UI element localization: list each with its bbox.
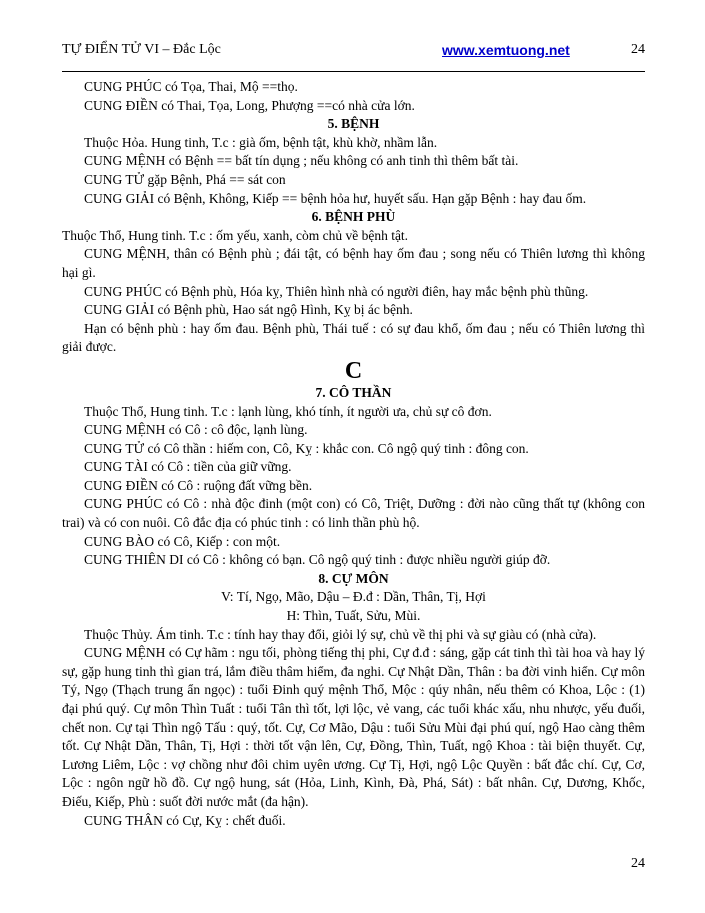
paragraph: Thuộc Thổ, Hung tinh. T.c : ốm yếu, xanh, còm chủ về bệnh tật. xyxy=(62,227,409,243)
paragraph: CUNG MỆNH có Cự hãm : ngu tối, phòng tiếng thị phi, Cự đ.đ : sáng, gặp cát tinh thì tài hoa và hay lý sự, gặp hung tinh thì gian trá, lắm điều thâm hiểm, đa nghi. Cự Nhật Dần, Thân : ba đời vinh hiển. Cự môn Tý, Ngọ (Thạch trung ẩn ngọc) : tuổi Đinh quý mệnh Thổ, Mộc : qúy nhân, nếu thêm có Khoa, Lộc : (1) đại phú quý. Cự môn Thìn Tuất : tuổi Tân thì tốt, lợi lộc, vẻ vang, các tuổi khác xấu, nhu nhược, yếu đuối, chết non. Cự tại Thìn ngộ Tấu : quý, tốt. Cự, Cơ Mão, Dậu : tuổi Sửu Mùi đại phú quí, ngộ Hao càng thêm tốt. Cự Nhật Dần, Thân, Tị, Hợi : thời tốt vận lên, Cự, Đồng, Thìn, Tuất, ngộ Khoa : tài biện thuyết. Cự, Lương Liêm, Lộc : vợ chồng như đôi chim uyên ương. Cự Tị, Hợi, ngộ Lộc Quyền : bất đắc chí. Cự, Cơ, Lộc : ngôn ngữ hồ đồ. Cự ngộ hung, sát (Hỏa, Linh, Kình, Đà, Phá, Sát) : bất nhân. Cự, Dương, Khốc, Điếu, Kiếp, Phù : suốt đời nước mắt (đa hận). xyxy=(62,645,645,809)
paragraph: CUNG THÂN có Cự, Kỵ : chết đuối. xyxy=(84,812,286,828)
header-rule xyxy=(62,71,645,72)
paragraph: Hạn có bệnh phù : hay ốm đau. Bệnh phù, Thái tuế : có sự đau khổ, ốm đau ; nếu có Thiên lương thì giải được. xyxy=(62,320,645,355)
paragraph: CUNG MỆNH, thân có Bệnh phù ; đái tật, có bệnh hay ốm đau ; song nếu có Thiên lương thì không hại gì. xyxy=(62,246,645,280)
paragraph: CUNG THIÊN DI có Cô : không có bạn. Cô ngộ quý tinh : được nhiều người giúp đỡ. xyxy=(84,552,551,568)
header-page-number: 24 xyxy=(631,42,645,57)
paragraph: CUNG ĐIỀN có Thai, Tọa, Long, Phượng ==có nhà cửa lớn. xyxy=(84,97,415,113)
page-header xyxy=(62,42,645,62)
paragraph: CUNG MỆNH có Cô : cô độc, lạnh lùng. xyxy=(84,422,308,438)
paragraph: CUNG PHÚC có Cô : nhà độc đinh (một con) có Cô, Triệt, Dưỡng : đời nào cũng thất tự (không con trai) và có con nuôi. Cô đắc địa có phúc tinh : có linh thần phù hộ. xyxy=(62,496,645,531)
centered-line: V: Tí, Ngọ, Mão, Dậu – Đ.đ : Dần, Thân, Tị, Hợi xyxy=(221,589,486,605)
section-heading: 7. CÔ THẦN xyxy=(315,384,392,400)
centered-line: H: Thìn, Tuất, Sửu, Mùi. xyxy=(286,608,421,624)
paragraph: CUNG GIẢI có Bệnh, Không, Kiếp == bệnh hỏa hư, huyết sấu. Hạn gặp Bệnh : hay đau ốm. xyxy=(84,190,587,206)
section-heading: 6. BỆNH PHÙ xyxy=(311,209,396,225)
paragraph: CUNG PHÚC có Tọa, Thai, Mộ ==thọ. xyxy=(84,79,298,94)
page-body xyxy=(62,78,645,830)
section-heading: 5. BỆNH xyxy=(327,116,380,132)
paragraph: CUNG TỬ gặp Bệnh, Phá == sát con xyxy=(84,171,286,187)
paragraph: Thuộc Hỏa. Hung tinh, T.c : già ốm, bệnh tật, khù khờ, nhầm lẫn. xyxy=(84,134,438,150)
header-url-link[interactable]: www.xemtuong.net xyxy=(442,42,570,58)
paragraph: CUNG ĐIỀN có Cô : ruộng đất vững bền. xyxy=(84,477,313,493)
section-heading: 8. CỰ MÔN xyxy=(318,570,389,586)
paragraph: CUNG MỆNH có Bệnh == bất tín dụng ; nếu không có anh tinh thì thêm bất tài. xyxy=(84,153,519,169)
paragraph: Thuộc Thổ, Hung tinh. T.c : lạnh lùng, khó tính, ít người ưa, chủ sự cô đơn. xyxy=(84,403,492,419)
paragraph: CUNG GIẢI có Bệnh phù, Hao sát ngộ Hình, Kỵ bị ác bệnh. xyxy=(84,302,413,318)
paragraph: CUNG PHÚC có Bệnh phù, Hóa kỵ, Thiên hình nhà có người điên, hay mắc bệnh phù thũng. xyxy=(84,283,589,299)
footer-page-number: 24 xyxy=(631,856,645,871)
header-title: TỰ ĐIỂN TỬ VI – Đắc Lộc xyxy=(62,42,221,57)
paragraph: Thuộc Thủy. Ám tinh. T.c : tính hay thay đổi, giỏi lý sự, chủ về thị phi và sự giàu có (nhà cửa). xyxy=(84,626,597,642)
paragraph: CUNG TỬ có Cô thần : hiếm con, Cô, Kỵ : khắc con. Cô ngộ quý tinh : đông con. xyxy=(84,440,529,456)
paragraph: CUNG BÀO có Cô, Kiếp : con một. xyxy=(84,533,281,549)
paragraph: CUNG TÀI có Cô : tiền của giữ vững. xyxy=(84,459,292,475)
letter-heading: C xyxy=(344,357,363,384)
